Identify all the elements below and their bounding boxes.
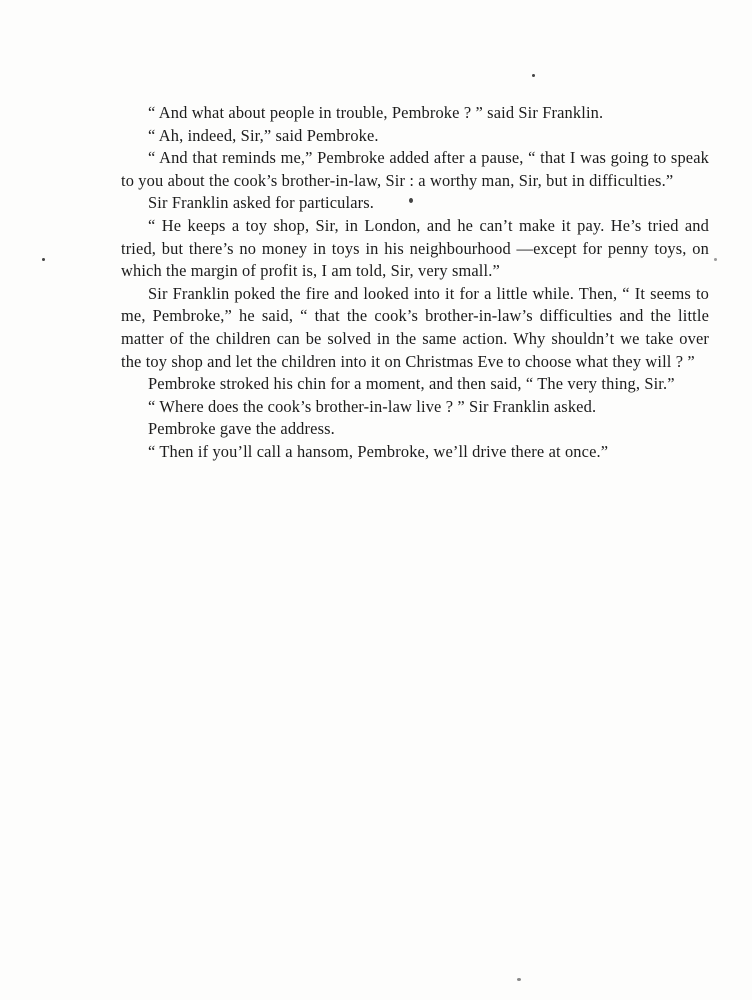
scan-speck <box>42 258 45 261</box>
paragraph-2: “ Ah, indeed, Sir,” said Pembroke. <box>148 125 379 145</box>
paragraph-10: “ Then if you’ll call a hansom, Pembroke, we’ll drive there at once.” <box>148 441 609 461</box>
paragraph-6: Sir Franklin poked the fire and looked into it for a little while. Then, “ It seems to me, Pembroke,” he said, “ that the cook’s brother-in-law’s difficulties and the little matter of the children can be solved in the same action. Why shouldn’t we take over the toy shop and let the children into it on Christmas Eve to choose what they will ? ” <box>121 283 709 371</box>
paragraph-1: “ And what about people in trouble, Pembroke ? ” said Sir Franklin. <box>148 103 604 122</box>
scan-speck <box>714 258 717 261</box>
paragraph-9: Pembroke gave the address. <box>148 419 335 439</box>
paragraph-5: “ He keeps a toy shop, Sir, in London, and he can’t make it pay. He’s tried and tried, but there’s no money in toys in his neighbourhood —except for penny toys, on which the margin of profit is, I am told, Sir, very small.” <box>121 215 709 281</box>
body-text <box>121 102 709 464</box>
scan-speck <box>409 198 413 203</box>
paragraph-7: Pembroke stroked his chin for a moment, and then said, “ The very thing, Sir.” <box>148 374 675 394</box>
paragraph-4: Sir Franklin asked for particulars. <box>148 193 375 213</box>
scan-speck <box>532 74 535 77</box>
paragraph-3: “ And that reminds me,” Pembroke added after a pause, “ that I was going to speak to you about the cook’s brother-in-law, Sir : a worthy man, Sir, but in difficulties.” <box>121 148 709 190</box>
paragraph-8: “ Where does the cook’s brother-in-law live ? ” Sir Franklin asked. <box>148 396 597 416</box>
scan-speck <box>517 978 521 981</box>
